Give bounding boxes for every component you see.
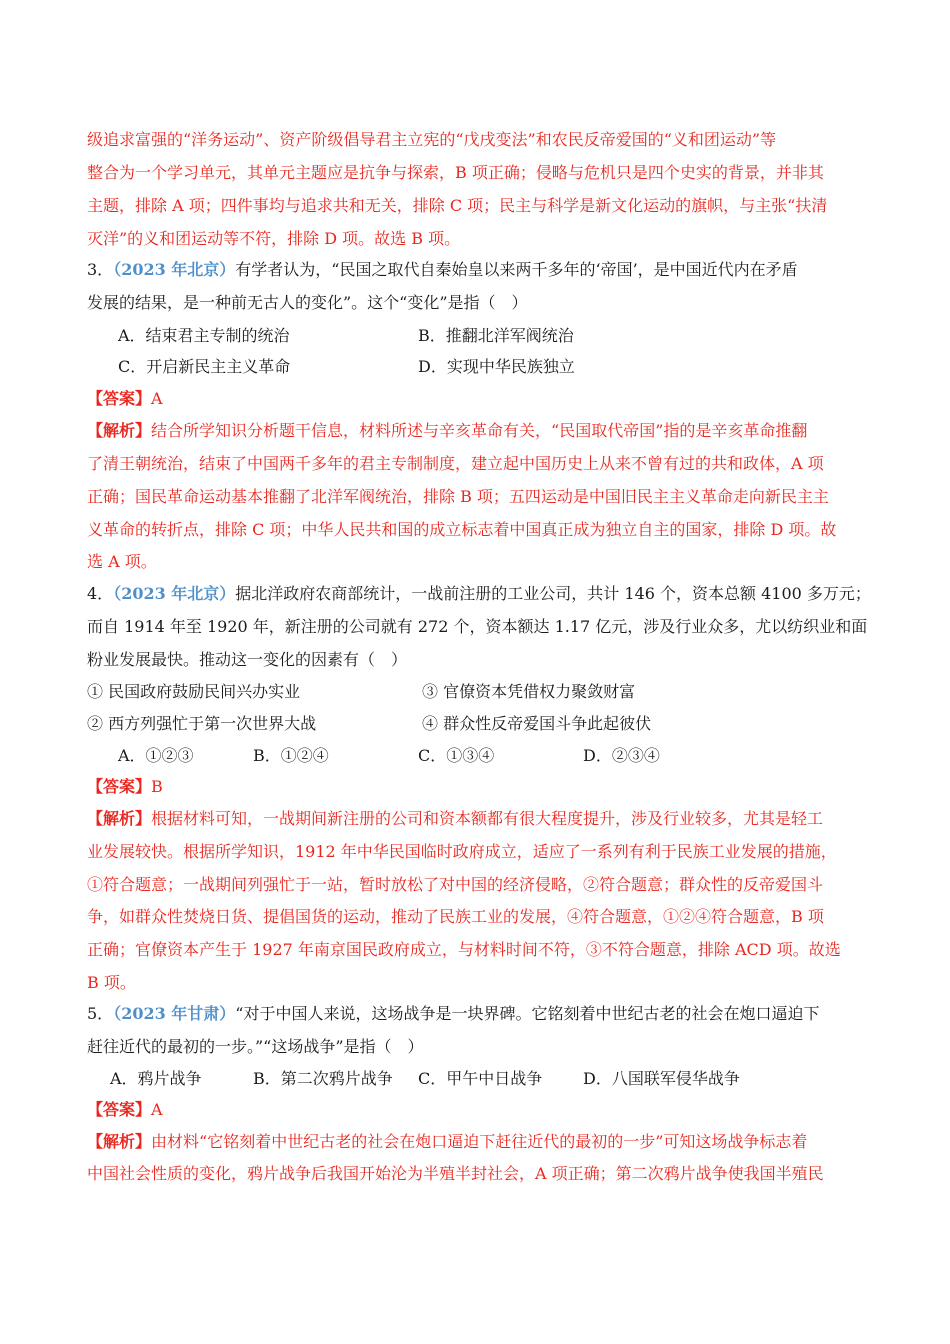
q4-item-1: ① 民国政府鼓励民间兴办实业 <box>87 682 301 701</box>
q5-answer-value: A <box>151 1100 163 1119</box>
q5-option-a: A．鸦片战争 <box>110 1069 202 1088</box>
q5-number: 5． <box>87 1004 114 1023</box>
q4-item-4: ④ 群众性反帝爱国斗争此起彼伏 <box>422 714 652 733</box>
q3-answer-label: 【答案】 <box>87 389 152 408</box>
q4-answer-label: 【答案】 <box>87 777 152 796</box>
q5-stem-text-1: “对于中国人来说，这场战争是一块界碑。它铭刻着中世纪古老的社会在炮口逼迫下 <box>235 1004 820 1023</box>
q3-source-tag: （2023 年北京） <box>113 260 236 279</box>
q4-analysis-line-3: ①符合题意；一战期间列强忙于一站，暂时放松了对中国的经济侵略，②符合题意；群众性的反帝爱国斗 <box>87 875 824 894</box>
q3-analysis-label: 【解析】 <box>87 421 152 440</box>
q2-analysis-line-2: 整合为一个学习单元，其单元主题应是抗争与探索，B 项正确；侵略与危机只是四个史实的背景，并非其 <box>87 163 824 182</box>
q3-analysis-line-4: 义革命的转折点，排除 C 项；中华人民共和国的成立标志着中国真正成为独立自主的国家，排除 D 项。故 <box>87 520 837 539</box>
q5-stem-line-2: 赶往近代的最初的一步。”“这场战争”是指（ ） <box>87 1037 424 1056</box>
q4-number: 4． <box>87 584 114 603</box>
q3-analysis-line-2: 了清王朝统治，结束了中国两千多年的君主专制制度，建立起中国历史上从来不曾有过的共和政体，A 项 <box>87 454 824 473</box>
q4-analysis-text-1: 根据材料可知，一战期间新注册的公司和资本额都有很大程度提升，涉及行业较多，尤其是轻工 <box>151 809 824 828</box>
q2-analysis-line-3: 主题，排除 A 项；四件事均与追求共和无关，排除 C 项；民主与科学是新文化运动的旗帜，与主张“扶清 <box>87 196 828 215</box>
q3-analysis-line-3: 正确；国民革命运动基本推翻了北洋军阀统治，排除 B 项；五四运动是中国旧民主主义革命走向新民主主 <box>87 487 829 506</box>
q4-item-3: ③ 官僚资本凭借权力聚敛财富 <box>422 682 636 701</box>
q3-answer <box>87 388 163 410</box>
q4-option-d: D．②③④ <box>583 746 660 765</box>
q3-option-d: D．实现中华民族独立 <box>418 357 575 376</box>
q3-stem-text-1: 有学者认为，“民国之取代自秦始皇以来两千多年的‘帝国’，是中国近代内在矛盾 <box>235 260 798 279</box>
q4-analysis-line-6: B 项。 <box>87 973 136 992</box>
q4-analysis-line-5: 正确；官僚资本产生于 1927 年南京国民政府成立，与材料时间不符，③不符合题意，排除 ACD 项。故选 <box>87 940 841 959</box>
q5-option-b: B．第二次鸦片战争 <box>253 1069 393 1088</box>
q2-analysis-line-1: 级追求富强的“洋务运动”、资产阶级倡导君主立宪的“戊戌变法”和农民反帝爱国的“义和团运动”等 <box>87 130 777 149</box>
q4-analysis-line-2: 业发展较快。根据所学知识，1912 年中华民国临时政府成立，适应了一系列有利于民族工业发展的措施， <box>87 842 837 861</box>
q5-answer-label: 【答案】 <box>87 1100 152 1119</box>
q4-answer <box>87 776 163 798</box>
q2-analysis-line-4: 灭洋”的义和团运动等不符，排除 D 项。故选 B 项。 <box>87 229 461 248</box>
q4-option-b: B．①②④ <box>253 746 329 765</box>
q5-analysis-label: 【解析】 <box>87 1132 152 1151</box>
q4-answer-value: B <box>151 777 163 796</box>
q4-analysis-line-4: 争，如群众性焚烧日货、提倡国货的运动，推动了民族工业的发展，④符合题意，①②④符合题意，B 项 <box>87 907 824 926</box>
q3-option-c: C．开启新民主主义革命 <box>118 357 291 376</box>
q3-stem-line-1 <box>87 259 798 281</box>
q4-analysis-line-1 <box>87 808 823 830</box>
q3-answer-value: A <box>151 389 163 408</box>
q5-analysis-line-1 <box>87 1131 807 1153</box>
q5-stem-line-1 <box>87 1003 819 1025</box>
q4-option-a: A．①②③ <box>118 746 194 765</box>
q4-stem-line-1 <box>87 583 871 605</box>
q4-stem-line-3: 粉业发展最快。推动这一变化的因素有（ ） <box>87 650 408 669</box>
q5-analysis-line-2: 中国社会性质的变化，鸦片战争后我国开始沦为半殖半封社会，A 项正确；第二次鸦片战争使我国半殖民 <box>87 1164 824 1183</box>
q5-option-d: D．八国联军侵华战争 <box>583 1069 740 1088</box>
q4-stem-text-1: 据北洋政府农商部统计，一战前注册的工业公司，共计 146 个，资本总额 4100 多万元； <box>235 584 871 603</box>
q5-answer <box>87 1099 163 1121</box>
q4-option-c: C．①③④ <box>418 746 495 765</box>
q3-option-a: A．结束君主专制的统治 <box>118 326 290 345</box>
q4-source-tag: （2023 年北京） <box>113 584 236 603</box>
q4-analysis-label: 【解析】 <box>87 809 152 828</box>
q5-analysis-text-1: 由材料“它铭刻着中世纪古老的社会在炮口逼迫下赶往近代的最初的一步”可知这场战争标志着 <box>151 1132 808 1151</box>
q4-item-2: ② 西方列强忙于第一次世界大战 <box>87 714 317 733</box>
q5-option-c: C．甲午中日战争 <box>418 1069 543 1088</box>
q3-analysis-text-1: 结合所学知识分析题干信息，材料所述与辛亥革命有关，“民国取代帝国”指的是辛亥革命推翻 <box>151 421 808 440</box>
q4-stem-line-2: 而自 1914 年至 1920 年，新注册的公司就有 272 个，资本额达 1.17 亿元，涉及行业众多，尤以纺织业和面 <box>87 617 868 636</box>
q3-option-b: B．推翻北洋军阀统治 <box>418 326 574 345</box>
q3-analysis-line-1 <box>87 420 807 442</box>
q3-analysis-line-5: 选 A 项。 <box>87 552 157 571</box>
q5-source-tag: （2023 年甘肃） <box>113 1004 236 1023</box>
q3-stem-line-2: 发展的结果，是一种前无古人的变化”。这个“变化”是指（ ） <box>87 293 528 312</box>
q3-number: 3． <box>87 260 114 279</box>
